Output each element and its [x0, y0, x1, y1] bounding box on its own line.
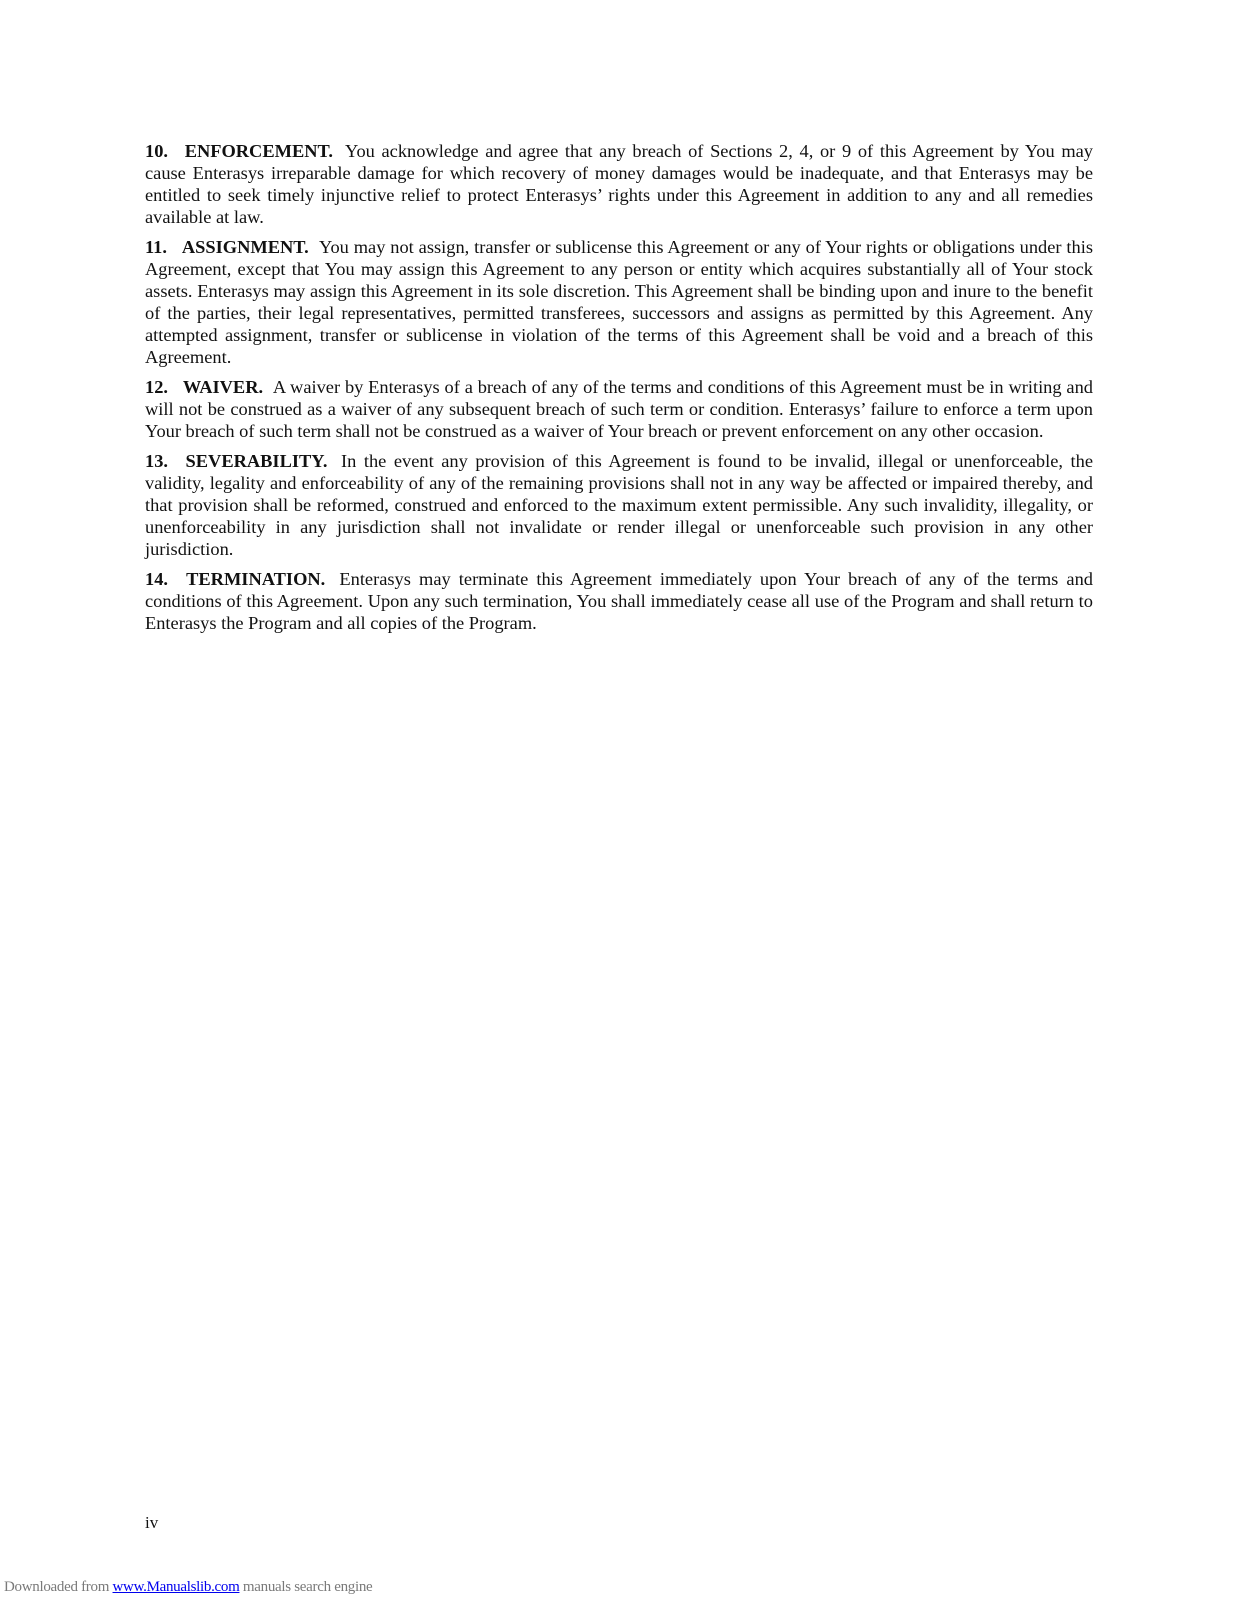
section-termination — [145, 568, 1093, 634]
section-heading: TERMINATION. — [186, 569, 326, 589]
section-text: A waiver by Enterasys of a breach of any of the terms and conditions of this Agreement must be in writing and will not be construed as a waiver of any subsequent breach of such term or condition. Enterasys’ failure to enforce a term upon Your breach of such term shall not be construed as a waiver of Your breach or prevent enforcement on any other occasion. — [145, 377, 1093, 441]
agreement-body — [145, 140, 1093, 642]
section-waiver — [145, 376, 1093, 442]
manualslib-link[interactable]: www.Manualslib.com — [112, 1579, 240, 1595]
section-heading: WAIVER. — [182, 377, 264, 397]
footer-prefix: Downloaded from — [4, 1579, 110, 1595]
section-heading: ENFORCEMENT. — [184, 141, 334, 161]
section-heading: SEVERABILITY. — [185, 451, 328, 471]
section-text: Enterasys may terminate this Agreement immediately upon Your breach of any of the terms and conditions of this Agreement. Upon any such termination, You shall immediately cease all use of the Program and shall return to Enterasys the Program and all copies of the Program. — [145, 569, 1093, 633]
section-number: 11. — [145, 237, 167, 257]
section-enforcement — [145, 140, 1093, 228]
section-text: You may not assign, transfer or sublicense this Agreement or any of Your rights or obligations under this Agreement, except that You may assign this Agreement to any person or entity which acquires substantially all of Your stock assets. Enterasys may assign this Agreement in its sole discretion. This Agreement shall be binding upon and inure to the benefit of the parties, their legal representatives, permitted transferees, successors and assigns as permitted by this Agreement. Any attempted assignment, transfer or sublicense in violation of the terms of this Agreement shall be void and a breach of this Agreement. — [145, 237, 1093, 367]
section-number: 10. — [145, 141, 168, 161]
download-footer — [4, 1578, 372, 1596]
section-text: You acknowledge and agree that any breach of Sections 2, 4, or 9 of this Agreement by You may cause Enterasys irreparable damage for which recovery of money damages would be inadequate, and that Enterasys may be entitled to seek timely injunctive relief to protect Enterasys’ rights under this Agreement in addition to any and all remedies available at law. — [145, 141, 1093, 227]
section-number: 12. — [145, 377, 168, 397]
section-number: 14. — [145, 569, 168, 589]
section-number: 13. — [145, 451, 168, 471]
section-severability — [145, 450, 1093, 560]
page-number: iv — [145, 1513, 159, 1532]
section-assignment — [145, 236, 1093, 368]
section-heading: ASSIGNMENT. — [181, 237, 309, 257]
section-text: In the event any provision of this Agreement is found to be invalid, illegal or unenforceable, the validity, legality and enforceability of any of the remaining provisions shall not in any way be affected or impaired thereby, and that provision shall be reformed, construed and enforced to the maximum extent permissible. Any such invalidity, illegality, or unenforceability in any jurisdiction shall not invalidate or render illegal or unenforceable such provision in any other jurisdiction. — [145, 451, 1093, 559]
footer-suffix: manuals search engine — [242, 1579, 373, 1595]
